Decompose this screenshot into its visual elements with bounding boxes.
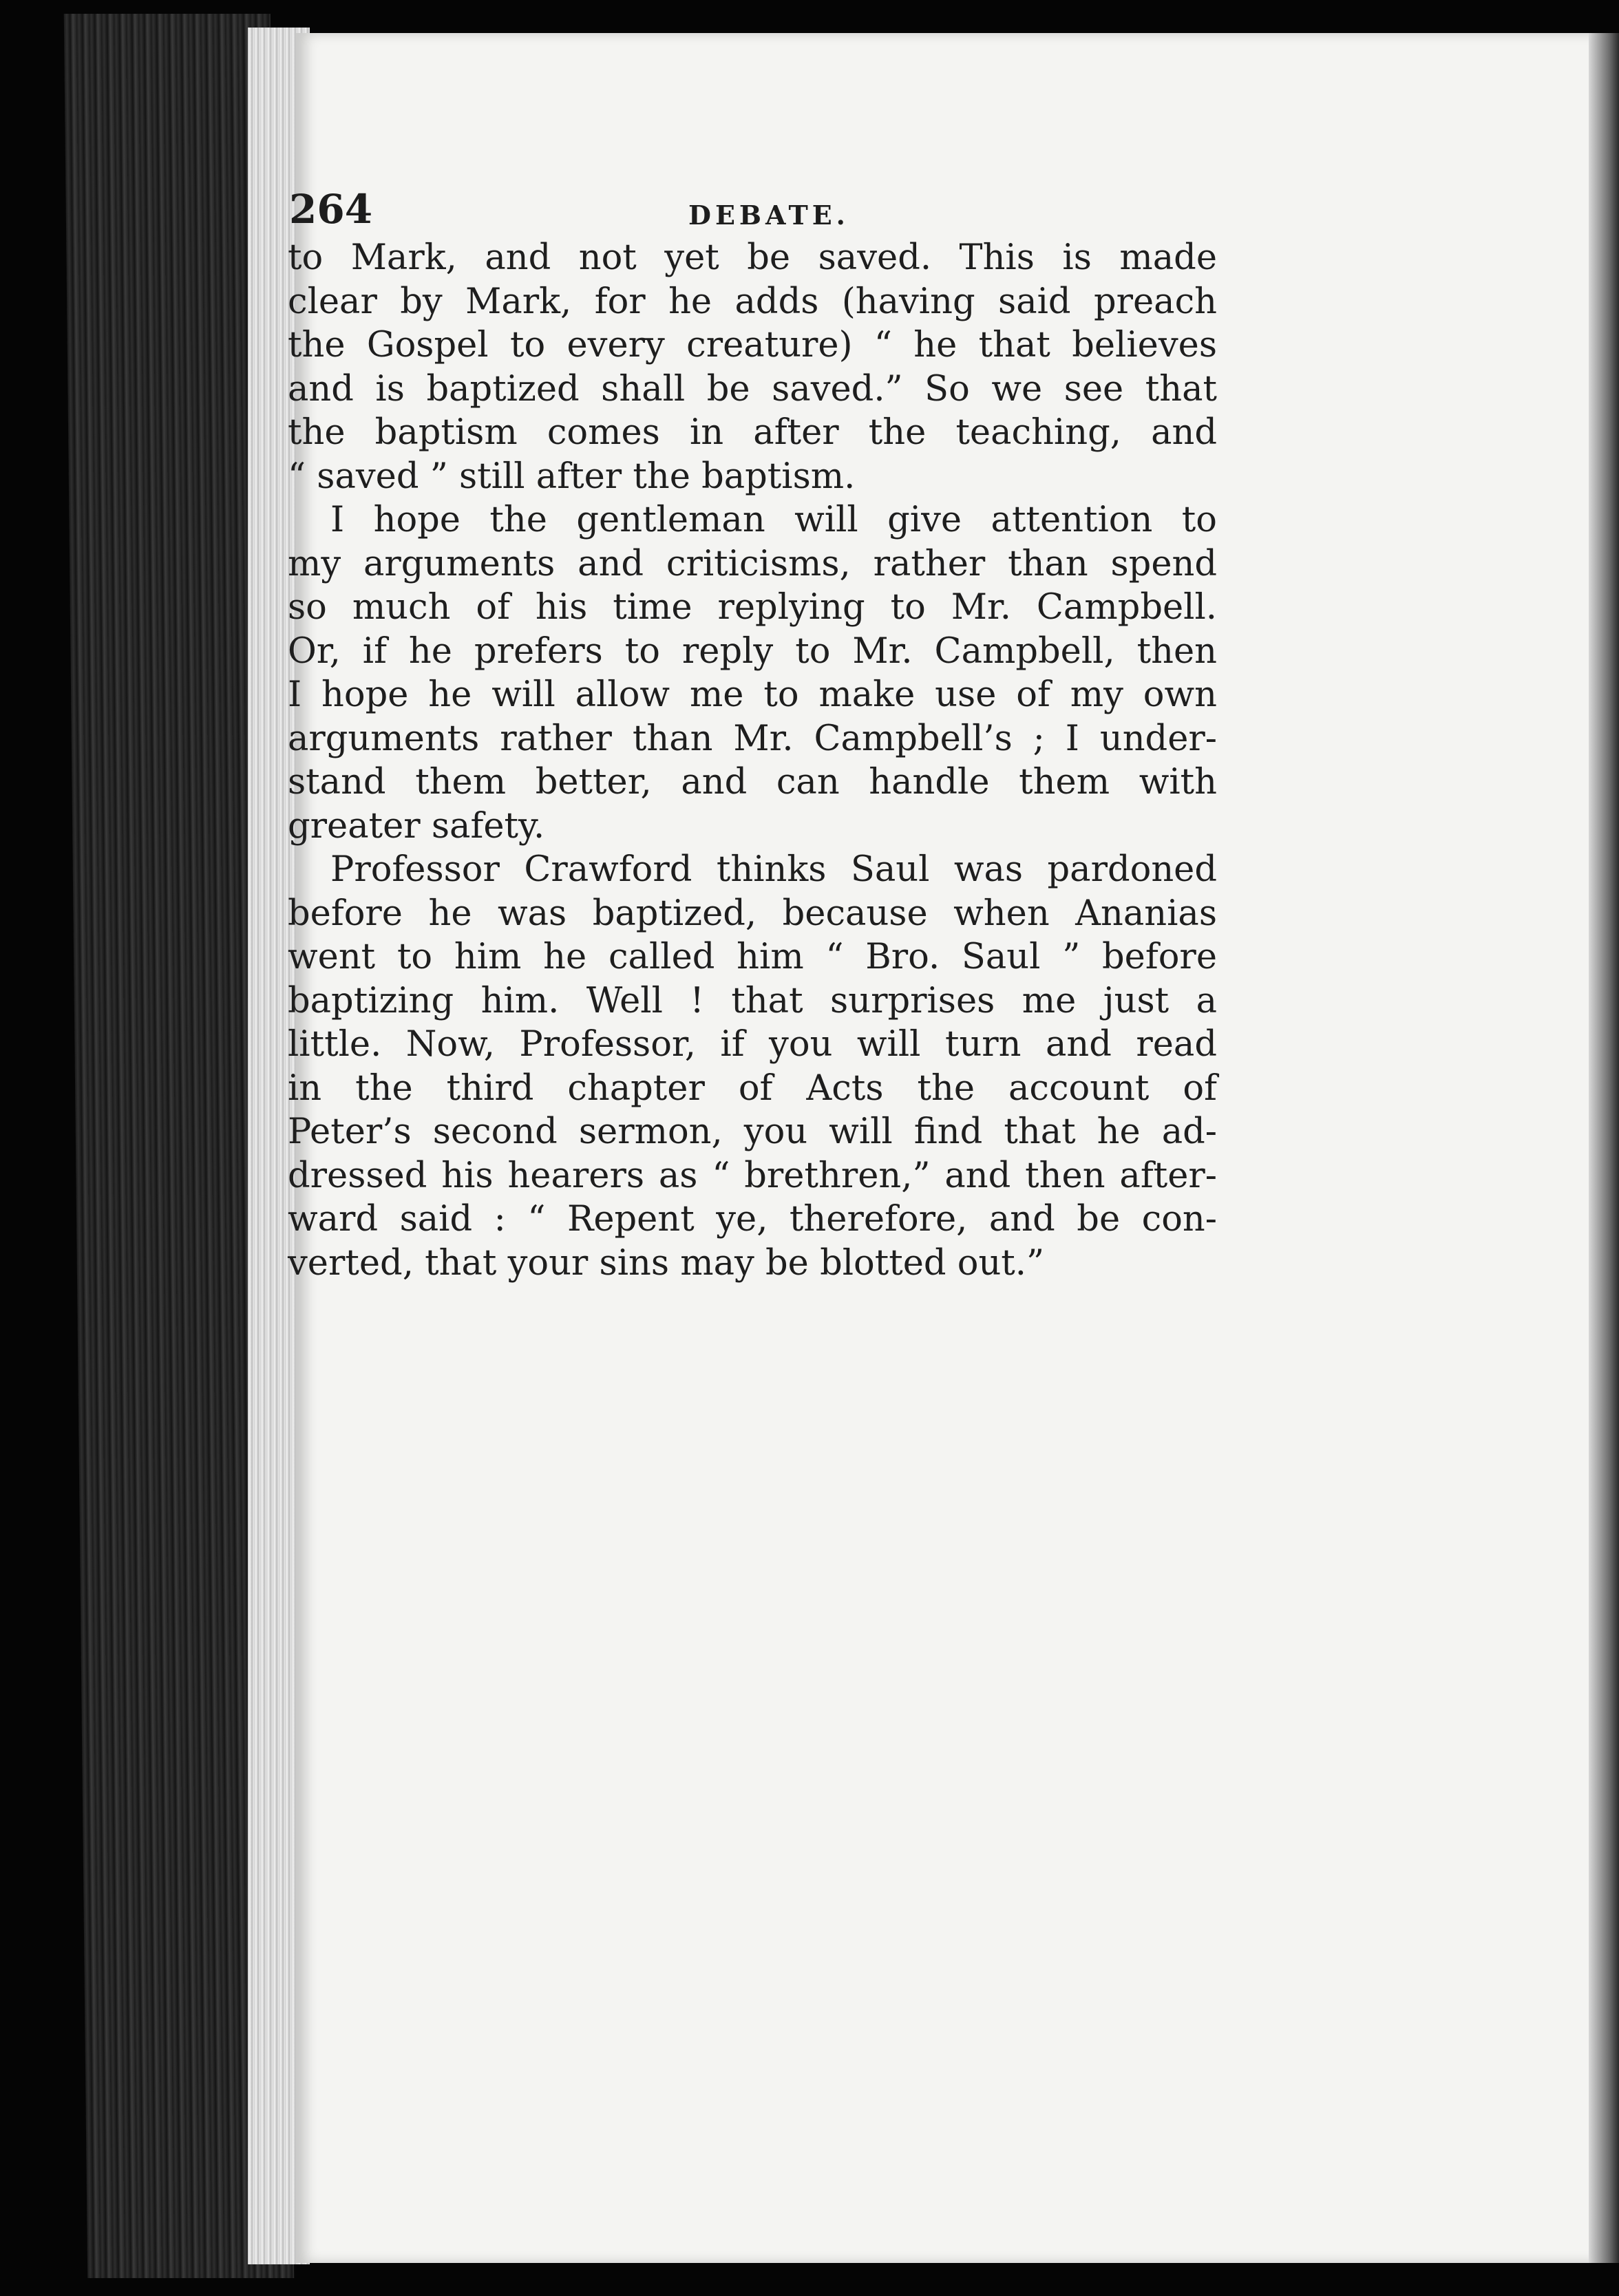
text-line: clear by Mark, for he adds (having said preach	[288, 281, 1217, 322]
text-line: I hope he will allow me to make use of my own	[288, 674, 1217, 715]
paragraph-start-line: I hope the gentleman will give attention to	[330, 500, 1217, 540]
paragraph-start-line: Professor Crawford thinks Saul was pardoned	[330, 849, 1217, 890]
text-line: the baptism comes in after the teaching, and	[288, 412, 1217, 453]
text-line: Peter’s second sermon, you will find that he ad-	[288, 1112, 1217, 1152]
text-line: and is baptized shall be saved.” So we see that	[288, 368, 1217, 410]
body-text	[288, 236, 1217, 1285]
text-line: dressed his hearers as “ brethren,” and then after-	[288, 1155, 1217, 1196]
text-line: went to him he called him “ Bro. Saul ” before	[288, 937, 1217, 977]
text-line: ward said : “ Repent ye, therefore, and be con-	[288, 1199, 1217, 1240]
text-line: so much of his time replying to Mr. Campbell.	[288, 587, 1217, 628]
page-right-edge	[1589, 33, 1619, 2263]
text-line: to Mark, and not yet be saved. This is made	[288, 237, 1217, 278]
text-line: stand them better, and can handle them with	[288, 762, 1217, 802]
text-line: greater safety.	[288, 805, 545, 847]
text-line: my arguments and criticisms, rather than spend	[288, 543, 1217, 584]
text-line: the Gospel to every creature) “ he that believes	[288, 325, 1217, 365]
text-line: baptizing him. Well ! that surprises me just a	[288, 980, 1217, 1021]
running-head	[289, 151, 1211, 233]
text-line: before he was baptized, because when Ananias	[288, 893, 1217, 934]
text-line: Or, if he prefers to reply to Mr. Campbell, then	[288, 630, 1217, 672]
text-line: in the third chapter of Acts the account of	[288, 1067, 1217, 1109]
page-number: 264	[289, 186, 373, 233]
text-line: arguments rather than Mr. Campbell’s ; I under-	[288, 718, 1217, 759]
running-title: DEBATE.	[688, 200, 849, 231]
text-line: little. Now, Professor, if you will turn and read	[288, 1024, 1217, 1065]
text-line: “ saved ” still after the baptism.	[288, 456, 856, 497]
text-line: verted, that your sins may be blotted out.”	[288, 1242, 1045, 1284]
